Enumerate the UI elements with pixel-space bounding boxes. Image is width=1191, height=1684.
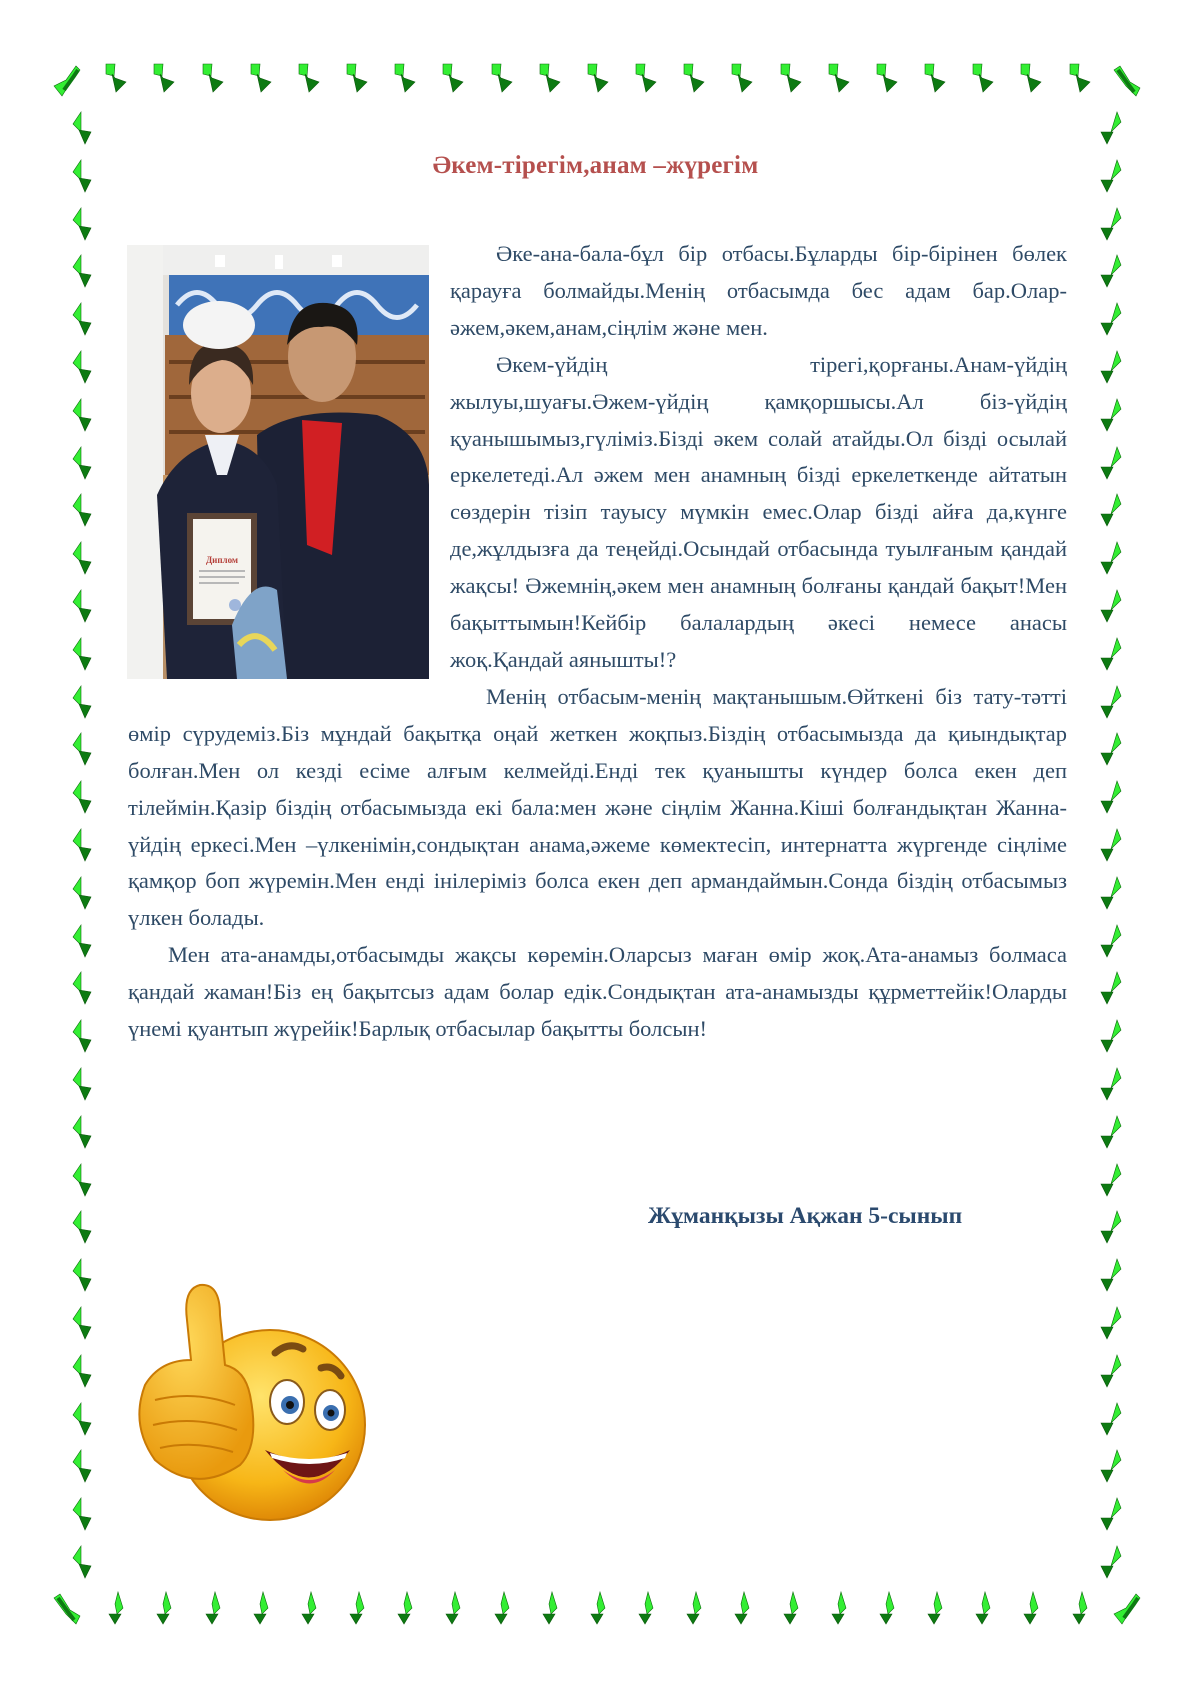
border-left-leaf-icon bbox=[67, 253, 97, 289]
border-left-leaf-icon bbox=[67, 397, 97, 433]
border-left-leaf-icon bbox=[67, 445, 97, 481]
border-bottom-leaf-icon bbox=[534, 1590, 564, 1626]
border-bottom-leaf-icon bbox=[52, 1590, 82, 1626]
border-left-leaf-icon bbox=[67, 301, 97, 337]
border-bottom-leaf-icon bbox=[630, 1590, 660, 1626]
border-left-leaf-icon bbox=[67, 349, 97, 385]
document-title: Әкем-тірегім,анам –жүрегім bbox=[432, 152, 759, 179]
border-bottom-leaf-icon bbox=[1064, 1590, 1094, 1626]
border-bottom-leaf-icon bbox=[245, 1590, 275, 1626]
border-top-leaf-icon bbox=[919, 62, 949, 98]
border-left-leaf-icon bbox=[67, 1496, 97, 1532]
border-bottom-leaf-icon bbox=[678, 1590, 708, 1626]
border-left bbox=[62, 110, 102, 1580]
border-right-leaf-icon bbox=[1095, 397, 1125, 433]
border-bottom-leaf-icon bbox=[148, 1590, 178, 1626]
photo-wrap-space bbox=[128, 236, 450, 679]
border-bottom-leaf-icon bbox=[341, 1590, 371, 1626]
border-left-leaf-icon bbox=[67, 1401, 97, 1437]
border-top-leaf-icon bbox=[1064, 62, 1094, 98]
thumbs-up-smiley-icon bbox=[125, 1265, 385, 1525]
border-bottom-leaf-icon bbox=[775, 1590, 805, 1626]
border-left-leaf-icon bbox=[67, 1066, 97, 1102]
border-left-leaf-icon bbox=[67, 206, 97, 242]
border-right-leaf-icon bbox=[1095, 206, 1125, 242]
border-bottom-leaf-icon bbox=[919, 1590, 949, 1626]
border-bottom-leaf-icon bbox=[1112, 1590, 1142, 1626]
border-right-leaf-icon bbox=[1095, 875, 1125, 911]
border-right-leaf-icon bbox=[1095, 445, 1125, 481]
border-top-leaf-icon bbox=[52, 62, 82, 98]
paragraph-4: Мен ата-анамды,отбасымды жақсы көремін.Оларсыз маған өмір жоқ.Ата-анамыз болмаса қандай жаман!Біз ең бақытсыз адам болар едік.Сондықтан ата-анамызды құрметтейік!Оларды үнемі қуантып жүрейік!Барлық отбасылар бақытты болсын! bbox=[128, 942, 1067, 1042]
border-left-leaf-icon bbox=[67, 1257, 97, 1293]
paragraph-3: Менің отбасым-менің мақтанышым.Өйткені біз тату-тәтті өмір сүрудеміз.Біз мұндай бақытқа оңай жеткен жоқпыз.Біздің отбасымызда да қиындықтар болған.Мен ол кезді есіме алғым келмейді.Енді тек қуанышты күндер болса екен деп тілеймін.Қазір біздің отбасымызда екі бала:мен және сіңлім Жанна.Кіші болғандықтан Жанна- үйдің еркесі.Мен –үлкенімін,сондықтан анама,әжеме көмектесіп, интернатта жүргенде сіңліме қамқор боп жүремін.Мен енді інілеріміз болса екен деп армандаймын.Сонда біздің отбасымыз үлкен болады. bbox=[128, 683, 1067, 931]
border-bottom-leaf-icon bbox=[871, 1590, 901, 1626]
border-left-leaf-icon bbox=[67, 1544, 97, 1580]
border-top-leaf-icon bbox=[678, 62, 708, 98]
border-top-leaf-icon bbox=[1015, 62, 1045, 98]
border-right-leaf-icon bbox=[1095, 923, 1125, 959]
border-right-leaf-icon bbox=[1095, 779, 1125, 815]
border-right-leaf-icon bbox=[1095, 1209, 1125, 1245]
border-right-leaf-icon bbox=[1095, 1162, 1125, 1198]
border-left-leaf-icon bbox=[67, 492, 97, 528]
border-top-leaf-icon bbox=[148, 62, 178, 98]
border-left-leaf-icon bbox=[67, 875, 97, 911]
border-top-leaf-icon bbox=[341, 62, 371, 98]
paragraph-2: Әкем-үйдің тірегі,қорғаны.Анам-үйдің жылуы,шуағы.Әжем-үйдің қамқоршысы.Ал біз-үйдің қуанышымыз,гүліміз.Бізді әкем солай атайды.Ол бізді осылай еркелетеді.Ал әжем мен анамның бізді еркелеткенде айтатын сөздерін тізіп тауысу мүмкін емес.Олар бізді айға да,күнге де,жұлдызға да теңейді.Осындай отбасында туылғаным қандай жақсы! Әжемнің,әкем мен анамның болғаны қандай бақыт!Мен бақыттымын!Кейбір балалардың әкесі немесе анасы жоқ.Қандай аянышты!? bbox=[450, 351, 1067, 672]
article-body bbox=[128, 236, 1067, 1048]
border-right-leaf-icon bbox=[1095, 636, 1125, 672]
border-bottom-leaf-icon bbox=[582, 1590, 612, 1626]
border-top-leaf-icon bbox=[389, 62, 419, 98]
border-right-leaf-icon bbox=[1095, 1401, 1125, 1437]
border-right-leaf-icon bbox=[1095, 1305, 1125, 1341]
svg-text:Диплом: Диплом bbox=[205, 555, 239, 565]
border-left-leaf-icon bbox=[67, 636, 97, 672]
border-top-leaf-icon bbox=[775, 62, 805, 98]
border-right-leaf-icon bbox=[1095, 827, 1125, 863]
border-right-leaf-icon bbox=[1095, 492, 1125, 528]
border-left-leaf-icon bbox=[67, 779, 97, 815]
border-top-leaf-icon bbox=[871, 62, 901, 98]
border-left-leaf-icon bbox=[67, 1448, 97, 1484]
border-left-leaf-icon bbox=[67, 1114, 97, 1150]
border-bottom-leaf-icon bbox=[967, 1590, 997, 1626]
border-top-leaf-icon bbox=[245, 62, 275, 98]
border-left-leaf-icon bbox=[67, 1162, 97, 1198]
border-top-leaf-icon bbox=[100, 62, 130, 98]
border-left-leaf-icon bbox=[67, 827, 97, 863]
border-bottom-leaf-icon bbox=[823, 1590, 853, 1626]
border-right-leaf-icon bbox=[1095, 253, 1125, 289]
border-right-leaf-icon bbox=[1095, 110, 1125, 146]
border-bottom-leaf-icon bbox=[486, 1590, 516, 1626]
border-left-leaf-icon bbox=[67, 110, 97, 146]
border-bottom-leaf-icon bbox=[726, 1590, 756, 1626]
border-right bbox=[1090, 110, 1130, 1580]
border-bottom-leaf-icon bbox=[197, 1590, 227, 1626]
border-right-leaf-icon bbox=[1095, 349, 1125, 385]
border-left-leaf-icon bbox=[67, 923, 97, 959]
border-top-leaf-icon bbox=[197, 62, 227, 98]
border-right-leaf-icon bbox=[1095, 301, 1125, 337]
border-right-leaf-icon bbox=[1095, 1114, 1125, 1150]
border-left-leaf-icon bbox=[67, 731, 97, 767]
border-left-leaf-icon bbox=[67, 1353, 97, 1389]
border-left-leaf-icon bbox=[67, 684, 97, 720]
border-top-leaf-icon bbox=[293, 62, 323, 98]
border-bottom-leaf-icon bbox=[437, 1590, 467, 1626]
border-top-leaf-icon bbox=[823, 62, 853, 98]
border-top-leaf-icon bbox=[437, 62, 467, 98]
border-bottom-leaf-icon bbox=[100, 1590, 130, 1626]
border-top-leaf-icon bbox=[1112, 62, 1142, 98]
border-top-leaf-icon bbox=[582, 62, 612, 98]
border-top bbox=[52, 60, 1142, 100]
border-right-leaf-icon bbox=[1095, 1448, 1125, 1484]
border-left-leaf-icon bbox=[67, 1305, 97, 1341]
border-left-leaf-icon bbox=[67, 970, 97, 1006]
border-top-leaf-icon bbox=[534, 62, 564, 98]
paragraph-1: Әке-ана-бала-бұл бір отбасы.Бұларды бір-бірінен бөлек қарауға болмайды.Менің отбасымда бес адам бар.Олар-әжем,әкем,анам,сіңлім және мен. bbox=[450, 241, 1067, 340]
border-right-leaf-icon bbox=[1095, 731, 1125, 767]
border-left-leaf-icon bbox=[67, 588, 97, 624]
border-right-leaf-icon bbox=[1095, 970, 1125, 1006]
border-left-leaf-icon bbox=[67, 540, 97, 576]
border-left-leaf-icon bbox=[67, 1209, 97, 1245]
border-right-leaf-icon bbox=[1095, 1353, 1125, 1389]
border-top-leaf-icon bbox=[486, 62, 516, 98]
border-bottom bbox=[52, 1588, 1142, 1628]
border-bottom-leaf-icon bbox=[389, 1590, 419, 1626]
border-right-leaf-icon bbox=[1095, 588, 1125, 624]
border-bottom-leaf-icon bbox=[293, 1590, 323, 1626]
border-right-leaf-icon bbox=[1095, 1544, 1125, 1580]
border-top-leaf-icon bbox=[630, 62, 660, 98]
border-right-leaf-icon bbox=[1095, 1066, 1125, 1102]
border-right-leaf-icon bbox=[1095, 1257, 1125, 1293]
border-left-leaf-icon bbox=[67, 1018, 97, 1054]
border-top-leaf-icon bbox=[726, 62, 756, 98]
border-right-leaf-icon bbox=[1095, 1018, 1125, 1054]
author-signature: Жұманқызы Ақжан 5-сынып bbox=[648, 1203, 963, 1229]
border-right-leaf-icon bbox=[1095, 540, 1125, 576]
border-right-leaf-icon bbox=[1095, 684, 1125, 720]
border-top-leaf-icon bbox=[967, 62, 997, 98]
border-bottom-leaf-icon bbox=[1015, 1590, 1045, 1626]
border-right-leaf-icon bbox=[1095, 1496, 1125, 1532]
